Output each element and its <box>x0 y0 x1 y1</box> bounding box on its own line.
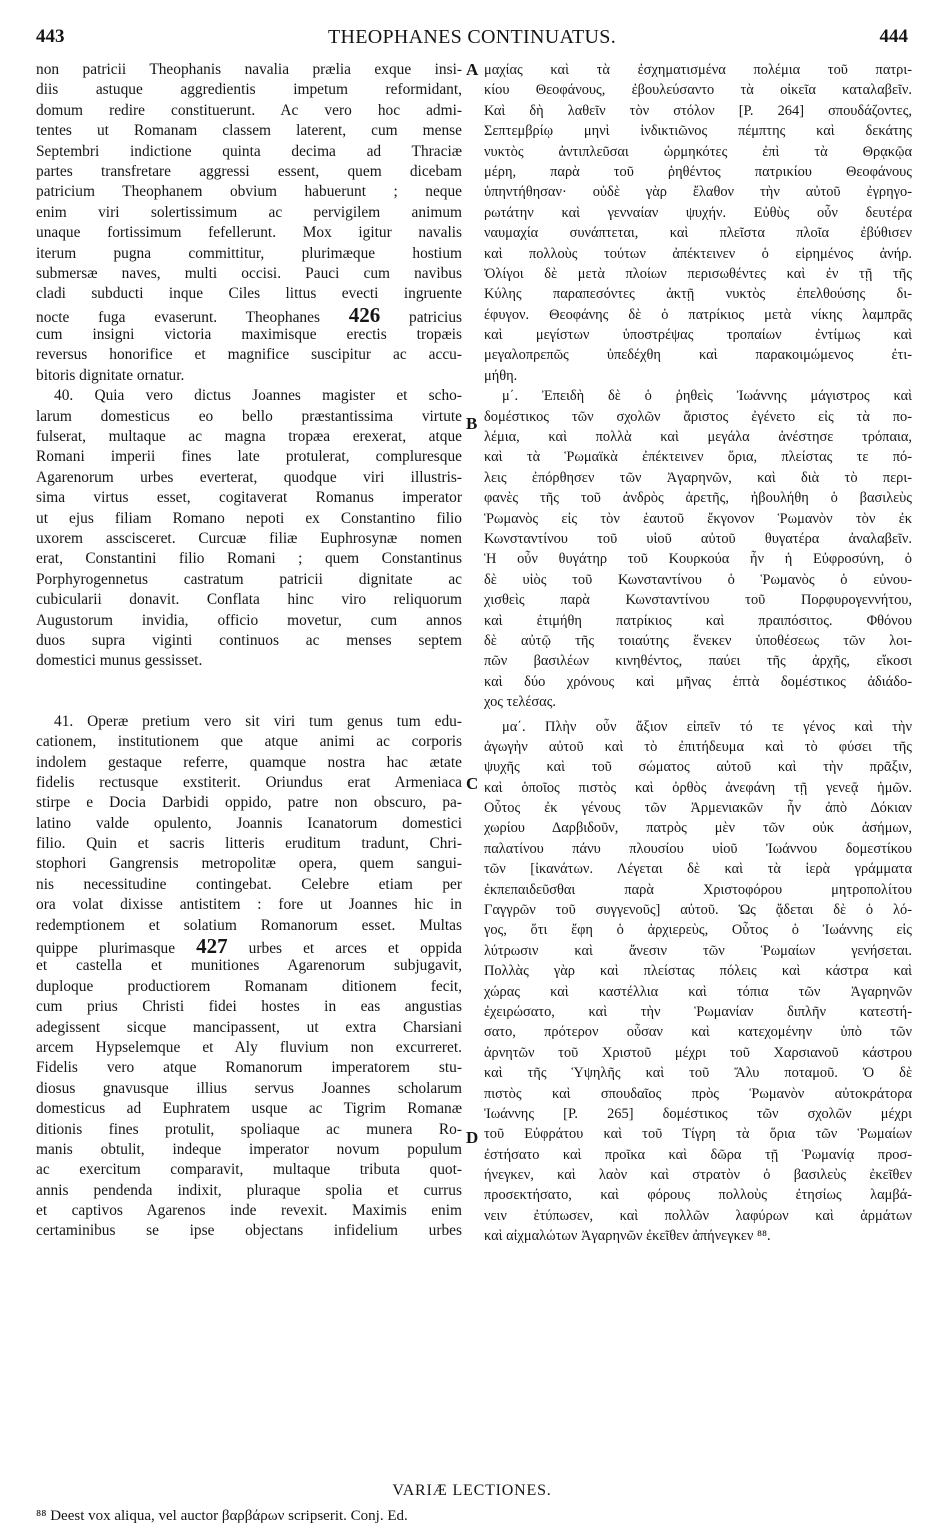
text-line: Γαγγρῶν τοῦ συγγενοῦς] αὐτοῦ. Ὡς ᾄδεται δὲ ὁ λό- <box>484 902 912 919</box>
text-line: cum prius Christi fidei hostes in eas angustias <box>36 998 462 1016</box>
text-line: μήθη. <box>484 367 518 384</box>
text-line: Ἰωάννης [P. 265] δομέστικος τῶν σχολῶν μέχρι <box>484 1105 912 1122</box>
text-line: duploque productiorem Romanam ditionem fecit, <box>36 977 462 995</box>
margin-letter-a: A <box>466 60 479 79</box>
text-line: καὶ δύο χρόνους καὶ μῆνας ἑπτὰ δομέστικος ἀδιάδο- <box>484 673 912 690</box>
text-line: νειν ἐτύπωσεν, καὶ πολλῶν λαφύρων καὶ ἁρμάτων <box>484 1207 912 1224</box>
text-line: δὲ υἱὸς τοῦ Κωνσταντίνου ὁ Ῥωμανὸς ὁ εὐνου- <box>484 571 912 588</box>
text-line: γος, ὅτι ἔφη ὁ ἀρχιερεὺς, Οὗτος ὁ Ἰωάννης εἰς <box>484 922 912 939</box>
text-line: Septembri indictione quinta decima ad Thraciæ <box>36 142 462 160</box>
text-line: partes transfretare aggressi essent, quem dicebam <box>36 162 462 180</box>
text-line: fidelis rectusque exstiterit. Oriundus erat Armeniaca <box>36 773 462 791</box>
text-line: 40. Quia vero dictus Joannes magister et scho- <box>54 387 462 405</box>
text-line: stirpe e Docia Darbidi oppido, patre non obscuro, pa- <box>36 794 462 812</box>
text-line: δὲ αὐτῷ τῆς τοιαύτης ἕνεκεν ὑποθέσεως τῶν λοι- <box>484 632 912 649</box>
text-line: ἀγωγὴν αὐτοῦ καὶ τὸ ἐπιτήδευμα καὶ τὸ φύσει τῆς <box>484 738 912 755</box>
text-line: stophori Gangrensis metropolitæ opera, quem sangui- <box>36 855 462 873</box>
margin-letter-b: B <box>466 414 478 433</box>
text-line: Οὗτος ἐκ γένους τῶν Ἀρμενιακῶν ἦν ἀπὸ Δόκιαν <box>484 800 912 817</box>
text-line: latino valde opulento, Joannis Icanatorum domestici <box>36 814 462 832</box>
text-line: adegissent sicque mancipassent, ut extra Charsiani <box>36 1018 462 1036</box>
text-line: ditionis fines protulit, spoliaque ac munera Ro- <box>36 1120 462 1138</box>
text-line: arcem Hypselemque et Aly fluvium non excurreret. <box>36 1038 462 1056</box>
text-line: certaminibus se ipse objectans infidelium urbes <box>36 1222 462 1240</box>
text-line: μεγαλοπρεπῶς ὑπεδέχθη καὶ παρακοιμώμενος ἐτι- <box>484 347 912 364</box>
text-line: ἐκπεπαιδεῦσθαι παρὰ Χριστοφόρου μητροπολίτου <box>484 881 912 898</box>
text-line: σατο, πρότερον οὖσαν καὶ κατεχομένην ὑπὸ τῶν <box>484 1024 912 1041</box>
text-line: 41. Operæ pretium vero sit viri tum genus tum edu- <box>54 712 462 730</box>
text-line: έφυγον. Θεοφάνης δὲ ὁ πατρίκιος μετὰ νίκης λαμπρᾶς <box>484 306 912 323</box>
greek-paragraph-41 <box>484 717 912 1247</box>
running-title: THEOPHANES CONTINUATUS. <box>327 26 616 48</box>
text-line: bitoris dignitate ornatur. <box>36 366 185 384</box>
text-line: ήνεγκεν, καὶ λαὸν καὶ στρατὸν ὁ βασιλεὺς ἐκεῖθεν <box>484 1167 912 1184</box>
text-run: patricius <box>380 308 462 326</box>
text-line: fulserat, multaque ac magna tropæa erexerat, atque <box>36 428 462 446</box>
text-line: τῶν [ἰκανάτων. Λέγεται δὲ καὶ τὰ ἱερὰ γράμματα <box>484 861 912 878</box>
text-line: Porphyrogennetus castratum patricii dignitate ac <box>36 570 462 588</box>
text-line: καὶ αἰχμαλώτων Ἀγαρηνῶν ἐκεῖθεν ἀπήνεγκεν ⁸⁸. <box>484 1228 771 1245</box>
text-line: μέρη, παρὰ τοῦ ῥηθέντος πατρικίου Θεοφάνους <box>484 163 912 180</box>
text-line: καὶ τῆς Ὑψηλῆς καὶ τοῦ Ἄλυ ποταμοῦ. Ὁ δὲ <box>484 1065 912 1082</box>
text-line: filio. Quin et sacris litteris eruditum tradunt, Chri- <box>36 835 462 853</box>
text-line-with-page-number <box>36 302 462 327</box>
text-line: et castella et munitiones Agarenorum subjugavit, <box>36 957 462 975</box>
text-line: παλατίνου πάνυ πλουσίου υἱοῦ Ἰωάννου δομεστίκου <box>484 840 912 857</box>
text-line: iterum pugna committitur, plurimæque hostium <box>36 244 462 262</box>
page-number-right: 444 <box>879 26 908 47</box>
text-line: λύτρωσιν καὶ ἄνεσιν τῶν Ῥωμαίων γενήσεται. <box>484 942 912 959</box>
latin-column <box>36 60 462 1242</box>
text-line: προσεκτήσατο, καὶ φόρους πολλοὺς ἐτησίως λαμβά- <box>484 1187 912 1204</box>
text-line: λέμια, καὶ πολλὰ καὶ μεγάλα ἀνέστησε τρόπαια, <box>484 429 912 446</box>
text-line: ρωτάτην καὶ γενναίαν ψυχήν. Εὐθὺς οὖν δευτέρα <box>484 204 912 221</box>
text-line: cationem, institutionem que atque animi ac corporis <box>36 733 462 751</box>
text-line: enim viri solertissimum ac pervigilem animum <box>36 203 462 221</box>
text-line: ut ejus filiam Romano nepoti ex Constantino filio <box>36 509 462 527</box>
latin-paragraph-39-end <box>36 60 462 386</box>
text-line: domum redire constituerunt. Ac vero hoc admi- <box>36 101 462 119</box>
text-line-with-page-number <box>36 934 462 959</box>
text-line: καὶ ὁποῖος πιστὸς καὶ ὀρθὸς ἀνεφάνη τῇ γενεᾷ ἡμῶν. <box>484 779 912 796</box>
text-run: urbes et arces et oppida <box>227 940 462 958</box>
text-line: cladi subducti inque Ciles littus evecti ingruente <box>36 285 462 303</box>
text-line: καὶ τὰ Ῥωμαϊκὰ ἐπέκτεινεν ὅρια, πλείστας τε πό- <box>484 449 912 466</box>
variae-lectiones-heading: VARIÆ LECTIONES. <box>392 1482 552 1499</box>
text-line: ora volat dixisse antistitem : fore ut Joannes hic in <box>36 896 462 914</box>
text-line: Agarenorum urbes everterat, quodque viri illustris- <box>36 468 462 486</box>
migne-column-number: 427 <box>196 934 228 959</box>
text-line: ὑπηντήθησαν· οὐδὲ γὰρ ἔλαθον τὴν αὐτοῦ ἐγρηγο- <box>484 184 912 201</box>
text-run: nocte fuga evaserunt. Theophanes <box>36 308 349 326</box>
text-line: ἐχειρώσατο, καὶ τὴν Ῥωμανίαν διπλῆν κατεστή- <box>484 1003 912 1020</box>
text-line: τοῦ Εὐφράτου καὶ τοῦ Τίγρη τὰ ὅρια τῶν Ῥωμαίων <box>484 1126 912 1143</box>
text-line: non patricii Theophanis navalia prælia exque insi- <box>36 61 462 78</box>
text-line: patricium Theophanem obvium habuerunt ; neque <box>36 183 462 201</box>
text-line: diis astuque aggredientis impetum reformidant, <box>36 81 462 99</box>
text-line: redemptionem et solatium Romanorum esset. Multas <box>36 916 462 934</box>
text-line: erat, Constantini filio Romani ; quem Constantinus <box>36 550 462 568</box>
text-line: cubicularii donavit. Conflata hinc viro reliquorum <box>36 591 462 609</box>
text-line: indolem gestaque referre, quamque nostra hac ætate <box>36 753 462 771</box>
migne-column-number: 426 <box>348 302 381 327</box>
text-line: larum domesticus eo bello præstantissima virtute <box>36 407 462 425</box>
margin-letter-c: C <box>466 774 479 793</box>
text-line: Ῥωμανὸς εἰς τὸν ἑαυτοῦ ἔκγονον Ῥωμανὸν τὸν ἐκ <box>484 510 912 527</box>
text-line: nis necessitudine contingebat. Celebre etiam per <box>36 875 462 893</box>
text-line: domestici munus gessisset. <box>36 652 203 670</box>
text-line: uxorem asscisceret. Curcuæ filiæ Euphrosynæ nomen <box>36 529 462 547</box>
text-line: Σεπτεμβρίῳ μηνὶ ἰνδικτιῶνος πέμπτης καὶ δεκάτης <box>484 123 912 140</box>
text-line: λεις ἐπόρθησεν τῶν Ἀγαρηνῶν, καὶ διὰ τὸ περι- <box>484 469 912 486</box>
text-line: καὶ μεγίστων ὑποστρέψας τροπαίων ἐντίμως καὶ <box>484 327 912 344</box>
latin-paragraph-41 <box>36 712 462 1242</box>
text-line: Κωνσταντίνου τοῦ υἱοῦ αὐτοῦ θυγατέρα ἀναλαβεῖν. <box>484 530 912 547</box>
greek-paragraph-39-end <box>484 60 912 386</box>
text-line: tentes ut Romanam classem laterent, cum mense <box>36 122 462 140</box>
paragraph-gap <box>36 672 462 712</box>
text-line: et captivos Agarenos inde revexit. Maximis enim <box>36 1202 462 1220</box>
text-line: μα΄. Πλὴν οὖν ἄξιον εἰπεῖν τό τε γένος καὶ τὴν <box>502 718 912 735</box>
text-line: δομέστικος τῶν σχολῶν ἄριστος ἐγένετο εἰς τὰ πο- <box>484 408 912 425</box>
text-line: φανὲς τῆς τοῦ ἀνδρὸς ἀρετῆς, ἠβουλήθη ὁ βασιλεὺς <box>484 490 912 507</box>
text-line: sima virtus esset, cogitaverat Romanus imperator <box>36 489 462 507</box>
page-header <box>36 26 908 54</box>
text-line: ἀρνητῶν τοῦ Χριστοῦ μέχρι τοῦ Χαρσιανοῦ κάστρου <box>484 1044 912 1061</box>
text-line: κίου Θεοφάνους, ἐβουλεύσαντο τὰ οἰκεῖα καταλαβεῖν. <box>484 82 912 99</box>
text-line: Augustorum invidia, officio movetur, cum annos <box>36 611 462 629</box>
text-line: Ἡ οὖν θυγάτηρ τοῦ Κουρκούα ἦν ἡ Εὐφροσύνη, ὁ <box>484 551 912 568</box>
text-line: μ΄. Ἐπειδὴ δὲ ὁ ῥηθεὶς Ἰωάννης μάγιστρος καὶ <box>502 388 912 405</box>
text-line: duos supra viginti continuos ac menses septem <box>36 631 462 649</box>
text-line: annis pendenda indixit, pluraque spolia et currus <box>36 1181 462 1199</box>
text-line: Καὶ δὴ λαθεῖν τὸν στόλον [P. 264] σπουδάζοντες, <box>484 102 912 119</box>
text-line: Πολλὰς γὰρ καὶ πλείστας πόλεις καὶ κάστρα καὶ <box>484 963 912 980</box>
latin-paragraph-40 <box>36 386 462 671</box>
greek-paragraph-40 <box>484 386 912 712</box>
text-line: χισθεὶς παρὰ Κωνσταντίνου τοῦ Πορφυρογεννήτου, <box>484 592 912 609</box>
text-line: manis obtulit, indeque imperator novum populum <box>36 1140 462 1158</box>
text-line: Romani imperii fines late protulerat, compluresque <box>36 448 462 466</box>
text-line: diosus gnavusque illius servus Joannes scholarum <box>36 1079 462 1097</box>
text-run: quippe plurimasque <box>36 940 197 958</box>
text-line: χώρας καὶ καστέλλια καὶ τόπια τῶν Ἀγαρηνῶν <box>484 983 912 1000</box>
footnote-88: ⁸⁸ Deest vox aliqua, vel auctor βαρβάρων scripserit. Conj. Ed. <box>36 1508 408 1524</box>
text-line: ψυχῆς καὶ τοῦ σώματος αὐτοῦ καὶ τὴν πρᾶξιν, <box>484 759 912 776</box>
text-line: Ὀλίγοι δὲ μετὰ πλοίων περισωθέντες καὶ ἐν τῇ τῆς <box>484 265 912 282</box>
text-line: χος τελέσας. <box>484 694 557 711</box>
text-line: καὶ πολλοὺς τούτων ἀπέκτεινεν ὁ εἰρημένος ἀνήρ. <box>484 245 912 262</box>
text-line: cum insigni victoria maximisque erectis tropæis <box>36 326 462 344</box>
text-line: ναυμαχία συνάπτεται, καὶ πλεῖστα πλοῖα ἐβύθισεν <box>484 225 912 242</box>
text-line: domesticus ad Euphratem usque ac Tigrim Romanæ <box>36 1100 462 1118</box>
text-line: Κύλης παραπεσόντες ἀκτῇ νυκτὸς ἐπελθούσης δι- <box>484 286 912 303</box>
text-line: unaque fortissimum fefellerunt. Mox igitur navalis <box>36 224 462 242</box>
text-line: πιστὸς καὶ σπουδαῖος πρὸς Ῥωμανὸν αὐτοκράτορα <box>484 1085 912 1102</box>
text-line: καὶ ἐτιμήθη πατρίκιος καὶ πραιπόσιτος. Φθόνου <box>484 612 912 629</box>
text-line: ἐστήσατο καὶ προῖκα καὶ δῶρα τῇ Ῥωμανίᾳ προσ- <box>484 1146 912 1163</box>
text-line: reversus honorifice et magnifice suscipitur ac accu- <box>36 346 462 364</box>
text-line: ac exercitum comparavit, multaque tributa quot- <box>36 1161 462 1179</box>
greek-column <box>484 60 912 1247</box>
text-line: Fidelis vero atque Romanorum imperatorem stu- <box>36 1059 462 1077</box>
text-line: πῶν βασιλέων κινηθέντος, παύει τῆς ἀρχῆς, εἴκοσι <box>484 653 912 670</box>
margin-letter-d: D <box>466 1128 479 1147</box>
text-line: χωρίου Δαρβιδοῦν, πατρὸς μὲν τῶν οὐκ ἀσήμων, <box>484 820 912 837</box>
page-number-left: 443 <box>36 26 65 47</box>
text-line: νυκτὸς ἀντιπλεῦσαι ὡρμηκότες ἐπὶ τὰ Θρᾳκῷα <box>484 143 912 160</box>
text-line: μαχίας καὶ τὰ ἐσχηματισμένα πολέμια τοῦ πατρι- <box>484 62 912 78</box>
text-line: submersæ naves, multi occisi. Pauci cum navibus <box>36 264 462 282</box>
